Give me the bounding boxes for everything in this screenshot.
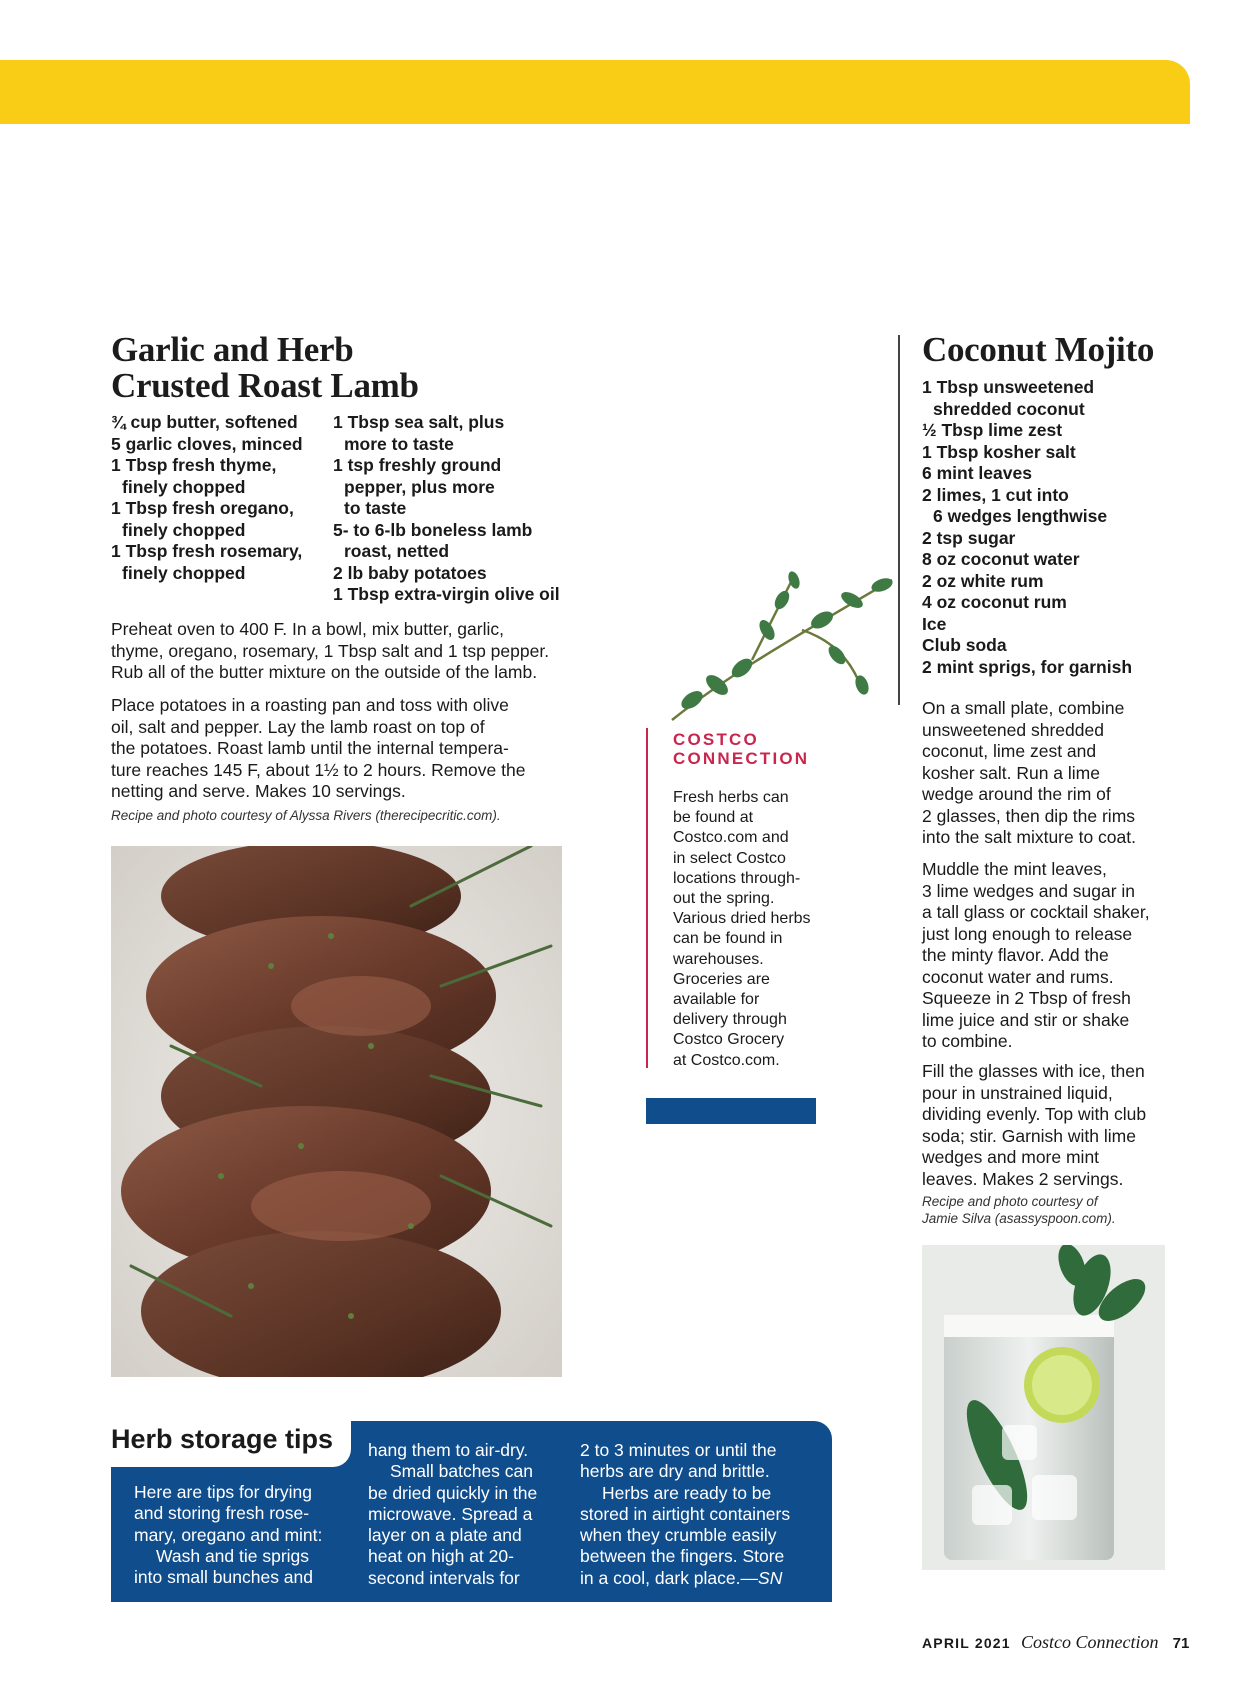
connection-text-line: can be found in: [673, 930, 783, 948]
mojito-recipe-title: Coconut Mojito: [922, 330, 1155, 369]
ingredient-line: 1 Tbsp fresh thyme,: [111, 455, 277, 475]
ingredient-line: Club soda: [922, 635, 1007, 655]
costco-connection-heading: COSTCO CONNECTION: [673, 730, 810, 768]
ingredient-line: 6 wedges lengthwise: [933, 506, 1108, 526]
instruction-line: coconut, lime zest and: [922, 741, 1097, 761]
instruction-line: just long enough to release: [922, 923, 1133, 944]
tips-line: heat on high at 20-: [368, 1546, 514, 1567]
instruction-line: 3 lime wedges and sugar in: [922, 880, 1136, 901]
ingredient-line: more to taste: [344, 433, 454, 454]
connection-accent-rule: [646, 728, 648, 1068]
ingredient-line: finely chopped: [122, 519, 246, 540]
page-footer: [922, 1632, 1189, 1653]
top-color-band: [0, 60, 1190, 124]
tips-line: second intervals for: [368, 1567, 520, 1588]
thyme-sprig-illustration: [662, 560, 902, 740]
ingredient-line: 1 Tbsp sea salt, plus: [333, 412, 505, 432]
tips-line: Here are tips for drying: [134, 1482, 312, 1502]
connection-text-line: be found at: [673, 809, 754, 827]
instruction-line: kosher salt. Run a lime: [922, 762, 1100, 783]
mojito-step-3: [922, 1061, 1146, 1190]
instruction-line: Squeeze in 2 Tbsp of fresh: [922, 988, 1131, 1008]
ingredient-line: finely chopped: [122, 562, 246, 583]
costco-connection-text: [673, 788, 811, 1071]
lamb-step-1: Preheat oven to 400 F. In a bowl, mix butter, garlic, thyme, oregano, rosemary, 1 Tbsp salt and 1 tsp pepper. Rub all of the butter mixture on the outside of the lamb.: [111, 619, 550, 682]
tips-line: microwave. Spread a: [368, 1503, 533, 1524]
tips-line: into small bunches and: [134, 1567, 313, 1588]
magazine-name: Costco Connection: [1020, 1632, 1159, 1652]
instruction-line: to combine.: [922, 1031, 1013, 1051]
ingredient-line: ½ Tbsp lime zest: [922, 420, 1063, 440]
tips-column-3: [580, 1440, 790, 1589]
tips-line: in a cool, dark place.—SN: [580, 1567, 783, 1588]
tips-line: herbs are dry and brittle.: [580, 1461, 770, 1482]
instruction-line: pour in unstrained liquid,: [922, 1082, 1113, 1103]
ingredient-line: 5- to 6-lb boneless lamb: [333, 519, 533, 540]
ingredient-line: 1 tsp freshly ground: [333, 455, 502, 475]
ingredient-line: finely chopped: [122, 476, 246, 497]
mojito-step-2: [922, 859, 1150, 1053]
lamb-ingredients-col1: [111, 412, 303, 584]
instruction-line: Fill the glasses with ice, then: [922, 1061, 1145, 1081]
tips-column-1: [134, 1482, 322, 1588]
tips-line: Small batches can: [390, 1461, 533, 1482]
ingredient-line: roast, netted: [344, 541, 450, 561]
ingredient-line: to taste: [344, 498, 407, 518]
instruction-line: into the salt mixture to coat.: [922, 827, 1136, 847]
ingredient-line: 2 tsp sugar: [922, 527, 1016, 548]
connection-text-line: Costco Grocery: [673, 1031, 785, 1049]
ingredient-line: 1 Tbsp extra-virgin olive oil: [333, 584, 560, 604]
ingredient-line: 4 oz coconut rum: [922, 592, 1067, 612]
navy-accent-bar: [646, 1098, 816, 1124]
tips-line: mary, oregano and mint:: [134, 1524, 323, 1545]
issue-date: APRIL 2021: [922, 1635, 1011, 1651]
herb-storage-tips-title: Herb storage tips: [111, 1424, 334, 1454]
ingredient-line: 6 mint leaves: [922, 463, 1032, 483]
tips-line: and storing fresh rose-: [134, 1503, 310, 1524]
page-number: 71: [1172, 1635, 1190, 1652]
ingredient-line: 8 oz coconut water: [922, 549, 1080, 569]
instruction-line: lime juice and stir or shake: [922, 1009, 1130, 1030]
tips-line: hang them to air-dry.: [368, 1440, 529, 1460]
connection-text-line: at Costco.com.: [673, 1051, 780, 1069]
ingredient-line: 1 Tbsp kosher salt: [922, 441, 1076, 462]
instruction-line: 2 glasses, then dip the rims: [922, 805, 1136, 826]
ingredient-line: shredded coconut: [933, 398, 1085, 419]
lamb-step-2: Place potatoes in a roasting pan and toss with olive oil, salt and pepper. Lay the lamb roast on top of the potatoes. Roast lamb until the internal tempera- ture reaches 145 F, about 1½ to 2 hours. Remove the netting and serve. Makes 10 servings.: [111, 695, 526, 801]
instruction-line: wedge around the rim of: [922, 784, 1111, 804]
connection-text-line: Fresh herbs can: [673, 789, 789, 806]
tips-line: between the fingers. Store: [580, 1546, 785, 1567]
instruction-line: On a small plate, combine: [922, 698, 1125, 718]
column-divider: [898, 335, 900, 705]
roast-lamb-photo: [111, 846, 562, 1377]
connection-text-line: Groceries are: [673, 970, 770, 988]
instruction-line: leaves. Makes 2 servings.: [922, 1168, 1124, 1189]
coconut-mojito-photo: [922, 1245, 1165, 1570]
tips-line: when they crumble easily: [580, 1525, 777, 1546]
instruction-line: the minty flavor. Add the: [922, 945, 1109, 965]
instruction-line: wedges and more mint: [922, 1147, 1100, 1167]
connection-text-line: out the spring.: [673, 890, 775, 908]
ingredient-line: pepper, plus more: [344, 476, 495, 497]
instruction-line: unsweetened shredded: [922, 719, 1104, 740]
tips-line: Wash and tie sprigs: [156, 1545, 310, 1566]
mojito-ingredients: [922, 377, 1132, 678]
lamb-photo-credit: Recipe and photo courtesy of Alyssa Rivers (therecipecritic.com).: [111, 808, 501, 823]
ingredient-line: 5 garlic cloves, minced: [111, 433, 303, 454]
ingredient-line: 2 mint sprigs, for garnish: [922, 656, 1133, 677]
connection-text-line: locations through-: [673, 869, 801, 887]
tips-line: stored in airtight containers: [580, 1503, 791, 1524]
connection-text-line: delivery through: [673, 1011, 787, 1029]
mojito-step-1: [922, 698, 1136, 849]
connection-text-line: warehouses.: [673, 950, 764, 968]
ingredient-line: ¾ cup butter, softened: [111, 412, 298, 432]
ingredient-line: 2 lb baby potatoes: [333, 562, 487, 583]
tips-line: Herbs are ready to be: [602, 1482, 772, 1503]
ingredient-line: 1 Tbsp fresh rosemary,: [111, 541, 303, 561]
mojito-photo-credit: Recipe and photo courtesy of Jamie Silva (asassyspoon.com).: [922, 1194, 1116, 1226]
connection-text-line: in select Costco: [673, 849, 786, 867]
instruction-line: a tall glass or cocktail shaker,: [922, 902, 1150, 922]
instruction-line: Muddle the mint leaves,: [922, 859, 1107, 879]
ingredient-line: 2 limes, 1 cut into: [922, 484, 1069, 505]
tips-line: layer on a plate and: [368, 1525, 522, 1546]
instruction-line: soda; stir. Garnish with lime: [922, 1125, 1136, 1146]
tips-column-2: [368, 1440, 537, 1589]
tips-line: be dried quickly in the: [368, 1482, 538, 1503]
tips-line: 2 to 3 minutes or until the: [580, 1440, 777, 1460]
connection-text-line: available for: [673, 991, 760, 1009]
lamb-recipe-title: Garlic and Herb Crusted Roast Lamb: [111, 330, 419, 405]
instruction-line: dividing evenly. Top with club: [922, 1104, 1147, 1124]
ingredient-line: 1 Tbsp fresh oregano,: [111, 498, 294, 518]
author-signature: —SN: [740, 1567, 783, 1588]
lamb-ingredients-col2: [333, 412, 560, 606]
ingredient-line: 2 oz white rum: [922, 570, 1044, 591]
connection-text-line: Costco.com and: [673, 829, 789, 847]
connection-text-line: Various dried herbs: [673, 910, 811, 928]
ingredient-line: Ice: [922, 613, 947, 634]
ingredient-line: 1 Tbsp unsweetened: [922, 377, 1095, 397]
instruction-line: coconut water and rums.: [922, 966, 1114, 987]
